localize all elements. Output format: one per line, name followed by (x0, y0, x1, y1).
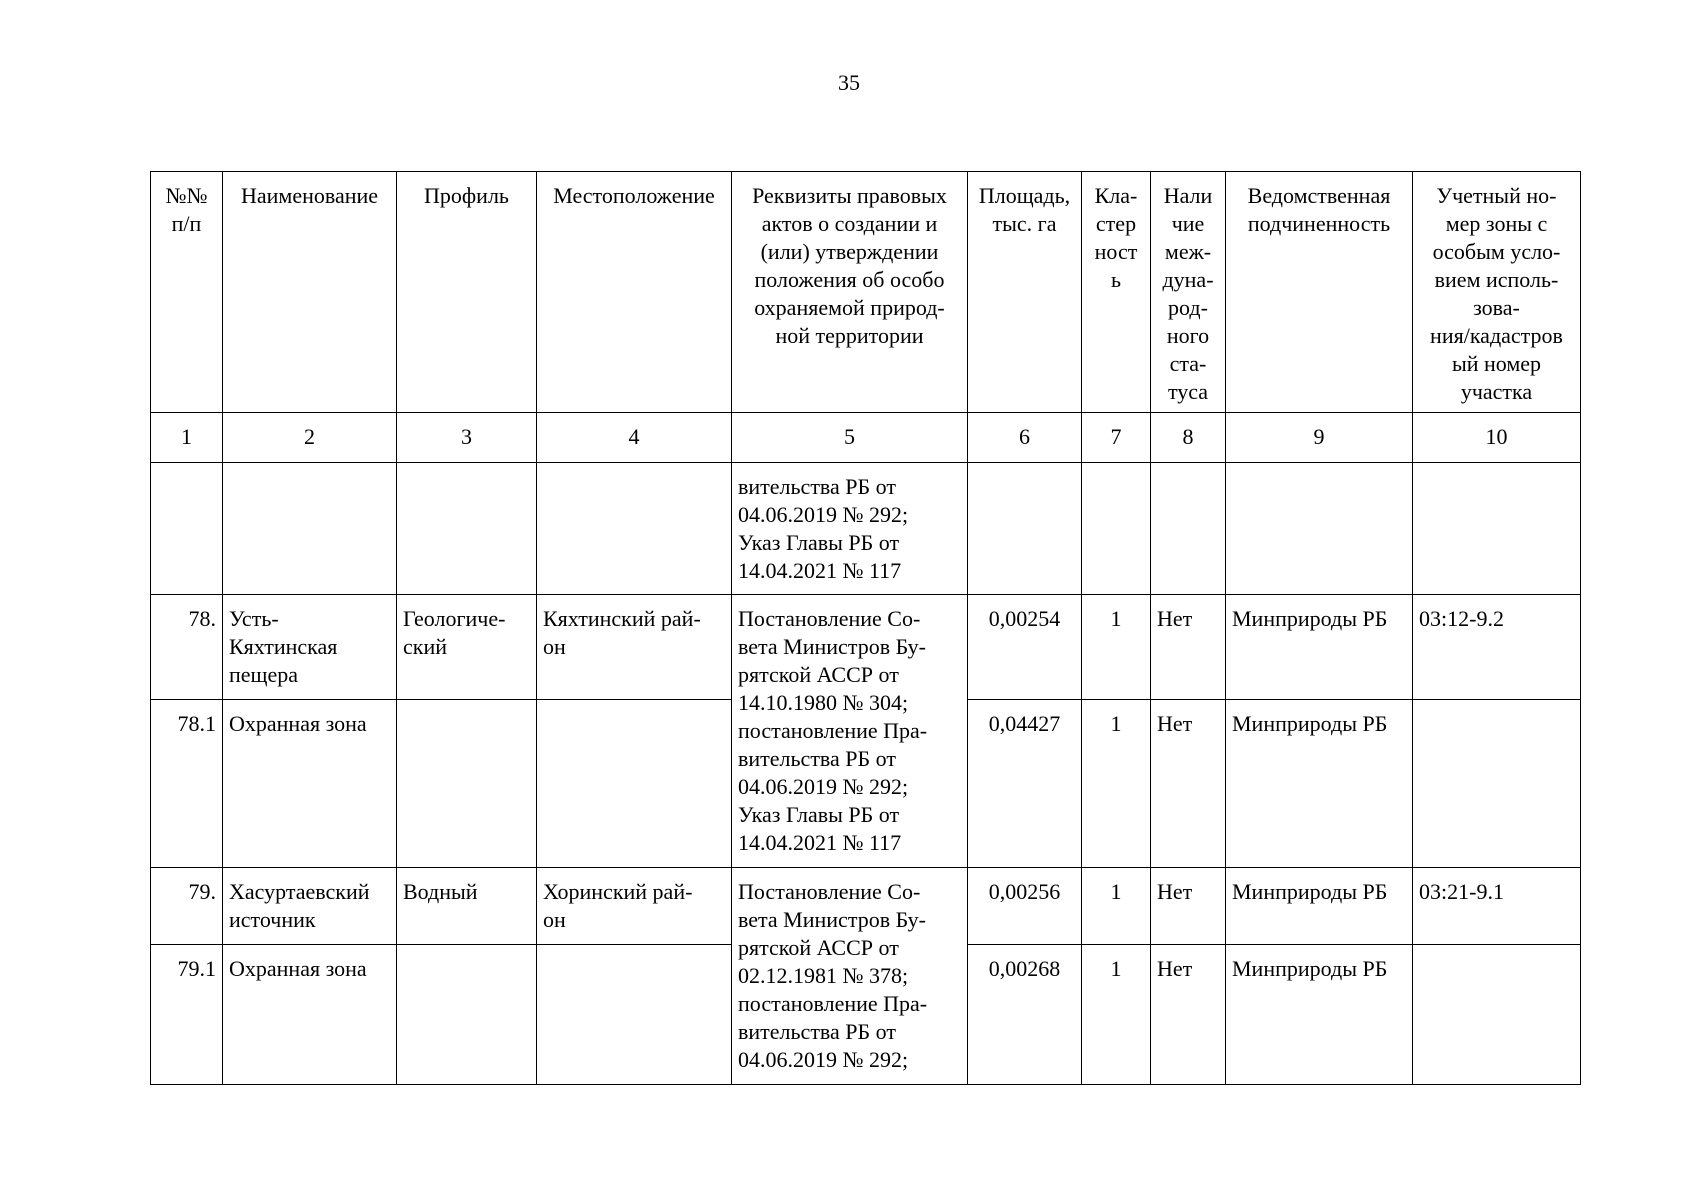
column-number: 1 (151, 413, 223, 463)
header-cell-name: Наименование (223, 172, 397, 413)
header-row (151, 172, 1581, 413)
empty-cell (1151, 463, 1226, 595)
empty-cell (1226, 463, 1413, 595)
header-cell-area: Площадь, тыс. га (968, 172, 1082, 413)
protected-areas-table (150, 171, 1581, 1085)
intl-status-cell: Нет (1151, 595, 1226, 700)
empty-cell (537, 945, 732, 1085)
empty-cell (1082, 463, 1151, 595)
column-number-row (151, 413, 1581, 463)
department-cell: Минприроды РБ (1226, 700, 1413, 868)
row-number-cell: 78. (151, 595, 223, 700)
area-cell: 0,00256 (968, 868, 1082, 945)
cluster-cell: 1 (1082, 868, 1151, 945)
empty-cell (968, 463, 1082, 595)
location-cell: Хоринский рай- он (537, 868, 732, 945)
intl-status-cell: Нет (1151, 868, 1226, 945)
table-row (151, 595, 1581, 700)
legal-acts-cell: Постановление Со- вета Министров Бу- рятской АССР от 14.10.1980 № 304; постановление Пра- вительства РБ от 04.06.2019 № 292; Указ Главы РБ от 14.04.2021 № 117 (732, 595, 968, 868)
table-row-continuation (151, 463, 1581, 595)
column-number: 8 (1151, 413, 1226, 463)
name-cell: Усть- Кяхтинская пещера (223, 595, 397, 700)
row-number-cell: 79. (151, 868, 223, 945)
column-number: 5 (732, 413, 968, 463)
column-number: 7 (1082, 413, 1151, 463)
header-cell-intl-status: Нали чие меж- дуна- род- ного ста- туса (1151, 172, 1226, 413)
name-cell: Хасуртаевский источник (223, 868, 397, 945)
row-number-cell: 78.1 (151, 700, 223, 868)
row-number-cell: 79.1 (151, 945, 223, 1085)
intl-status-cell: Нет (1151, 700, 1226, 868)
department-cell: Минприроды РБ (1226, 945, 1413, 1085)
department-cell: Минприроды РБ (1226, 595, 1413, 700)
cluster-cell: 1 (1082, 595, 1151, 700)
legal-acts-cell: вительства РБ от 04.06.2019 № 292; Указ Главы РБ от 14.04.2021 № 117 (732, 463, 968, 595)
intl-status-cell: Нет (1151, 945, 1226, 1085)
name-cell: Охранная зона (223, 700, 397, 868)
empty-cell (1413, 463, 1581, 595)
empty-cell (537, 700, 732, 868)
area-cell: 0,00254 (968, 595, 1082, 700)
table-row (151, 868, 1581, 945)
empty-cell (397, 945, 537, 1085)
empty-cell (397, 700, 537, 868)
empty-cell (1413, 945, 1581, 1085)
profile-cell: Водный (397, 868, 537, 945)
page-number: 35 (838, 70, 860, 95)
header-cell-registry-number: Учетный но- мер зоны с особым усло- вием исполь- зова- ния/кадастров ый номер участка (1413, 172, 1581, 413)
column-number: 9 (1226, 413, 1413, 463)
name-cell: Охранная зона (223, 945, 397, 1085)
area-cell: 0,00268 (968, 945, 1082, 1085)
empty-cell (151, 463, 223, 595)
column-number: 4 (537, 413, 732, 463)
column-number: 6 (968, 413, 1082, 463)
header-cell-profile: Профиль (397, 172, 537, 413)
empty-cell (537, 463, 732, 595)
header-cell-cluster: Кла- стер ност ь (1082, 172, 1151, 413)
registry-number-cell: 03:12-9.2 (1413, 595, 1581, 700)
area-cell: 0,04427 (968, 700, 1082, 868)
legal-acts-cell: Постановление Со- вета Министров Бу- рятской АССР от 02.12.1981 № 378; постановление Пра- вительства РБ от 04.06.2019 № 292; (732, 868, 968, 1085)
profile-cell: Геологиче- ский (397, 595, 537, 700)
department-cell: Минприроды РБ (1226, 868, 1413, 945)
column-number: 2 (223, 413, 397, 463)
empty-cell (223, 463, 397, 595)
column-number: 3 (397, 413, 537, 463)
header-cell-num: №№ п/п (151, 172, 223, 413)
empty-cell (397, 463, 537, 595)
header-cell-department: Ведомственная подчиненность (1226, 172, 1413, 413)
column-number: 10 (1413, 413, 1581, 463)
registry-number-cell: 03:21-9.1 (1413, 868, 1581, 945)
cluster-cell: 1 (1082, 945, 1151, 1085)
cluster-cell: 1 (1082, 700, 1151, 868)
header-cell-legal-acts: Реквизиты правовых актов о создании и (или) утверждении положения об особо охраняемой природ- ной территории (732, 172, 968, 413)
empty-cell (1413, 700, 1581, 868)
header-cell-location: Местоположение (537, 172, 732, 413)
location-cell: Кяхтинский рай- он (537, 595, 732, 700)
